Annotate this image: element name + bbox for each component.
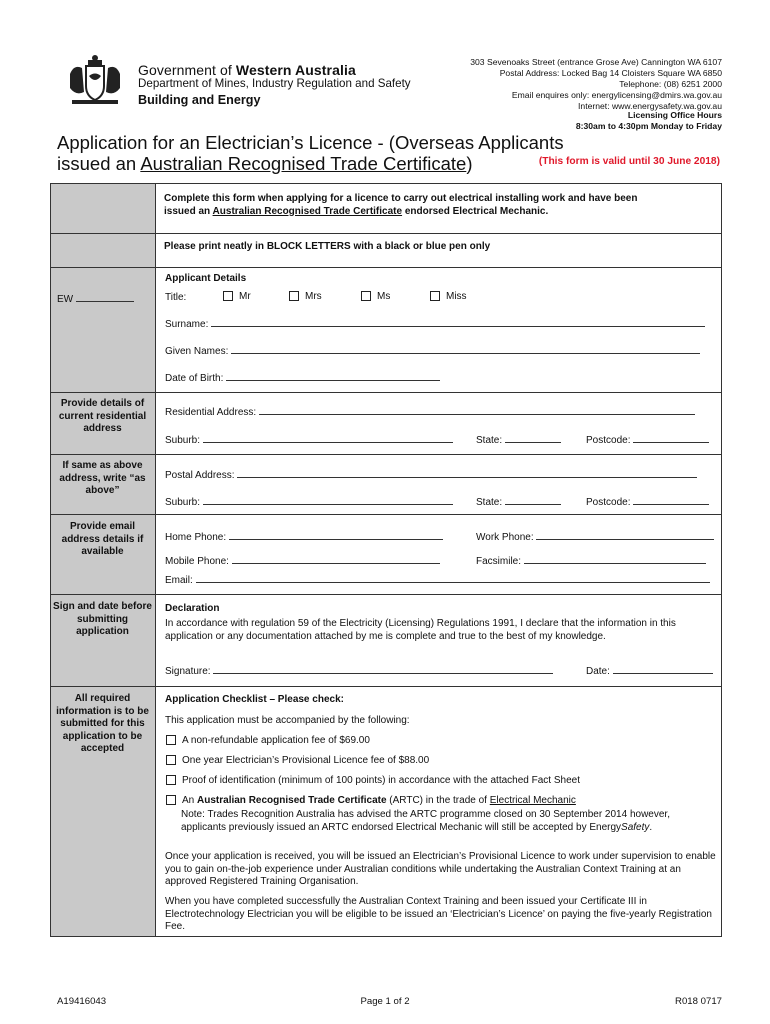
hours-title: Licensing Office Hours (627, 110, 722, 120)
checkbox-licence-fee[interactable] (166, 755, 176, 765)
residential-suburb-field[interactable]: Suburb: (165, 433, 453, 446)
rule (155, 183, 156, 936)
date-field[interactable]: Date: (586, 664, 713, 677)
address-street: 303 Sevenoaks Street (entrance Grose Ave) Cannington WA 6107 (470, 57, 722, 67)
declaration-text: In accordance with regulation 59 of the Electricity (Licensing) Regulations 1991, I declare that the information in this application or any documentation attached by me is complete and true to the best of my knowledge. (165, 618, 676, 642)
address-phone: Telephone: (08) 6251 2000 (619, 79, 722, 89)
form-title-line-2: issued an Australian Recognised Trade Certificate) (57, 153, 473, 174)
rule (50, 267, 722, 268)
checkbox-mr[interactable] (223, 291, 233, 301)
rule (50, 233, 722, 234)
address-email: Email enquires only: energylicensing@dmirs.wa.gov.au (511, 90, 722, 100)
form-code: R018 0717 (675, 996, 722, 1007)
rule (50, 514, 722, 515)
title-option-mrs[interactable]: Mrs (289, 291, 322, 302)
side-cell-applicant (50, 267, 155, 392)
office-hours (422, 110, 722, 132)
residential-state-field[interactable]: State: (476, 433, 561, 446)
page-number: Page 1 of 2 (360, 996, 410, 1007)
document-number: A19416043 (57, 996, 107, 1007)
checkbox-fee[interactable] (166, 735, 176, 745)
given-names-field[interactable]: Given Names: (165, 344, 700, 357)
rule (50, 183, 722, 184)
postal-postcode-field[interactable]: Postcode: (586, 495, 709, 508)
checklist-heading: Application Checklist – Please check: (165, 694, 344, 705)
mobile-phone-field[interactable]: Mobile Phone: (165, 554, 440, 567)
side-label-postal: If same as above address, write “as above” (59, 460, 146, 496)
checkbox-mrs[interactable] (289, 291, 299, 301)
title-label: Title: (165, 292, 187, 303)
checklist-item-licence-fee[interactable]: One year Electrician’s Provisional Licence fee of $88.00 (166, 755, 429, 766)
gov-line-2: Department of Mines, Industry Regulation and Safety (138, 77, 411, 90)
checkbox-identification[interactable] (166, 775, 176, 785)
side-label-declaration: Sign and date before submitting application (53, 601, 152, 637)
side-cell-print (50, 233, 155, 267)
intro-text: Complete this form when applying for a licence to carry out electrical installing work and have been issued an Australian Recognised Trade Certificate endorsed Electrical Mechanic. (164, 193, 638, 217)
facsimile-field[interactable]: Facsimile: (476, 554, 706, 567)
ew-label: EW (57, 292, 134, 307)
rule (721, 183, 722, 936)
rule (50, 392, 722, 393)
residential-postcode-field[interactable]: Postcode: (586, 433, 709, 446)
hours-times: 8:30am to 4:30pm Monday to Friday (575, 121, 722, 131)
residential-address-field[interactable]: Residential Address: (165, 405, 695, 418)
applicant-heading: Applicant Details (165, 273, 247, 284)
office-address (422, 57, 722, 112)
checklist-intro: This application must be accompanied by the following: (165, 715, 410, 726)
checkbox-artc[interactable] (166, 795, 176, 805)
signature-field[interactable]: Signature: (165, 664, 553, 677)
declaration-heading: Declaration (165, 603, 220, 614)
provisional-licence-paragraph: Once your application is received, you will be issued an Electrician’s Provisional Licence to work under supervision to enable you to gain on-the-job experience under Australian conditions while undertaking the Australian Context Training at an approved Registered Training Organisation. (165, 851, 716, 887)
rule (50, 936, 722, 937)
dob-field[interactable]: Date of Birth: (165, 371, 440, 384)
form-title-line-1: Application for an Electrician’s Licence - (Overseas Applicants (57, 132, 564, 153)
postal-state-field[interactable]: State: (476, 495, 561, 508)
side-label-contact: Provide email address details if available (61, 521, 144, 557)
side-label-residential: Provide details of current residential address (58, 398, 147, 434)
artc-note: Note: Trades Recognition Australia has advised the ARTC programme closed on 30 September 2014 however, applicants previously issued an ARTC endorsed Electrical Mechanic will still be accepted by EnergySafety. (181, 809, 670, 833)
checklist-item-identification[interactable]: Proof of identification (minimum of 100 points) in accordance with the attached Fact Sheet (166, 775, 580, 786)
work-phone-field[interactable]: Work Phone: (476, 530, 714, 543)
validity-note: (This form is valid until 30 June 2018) (538, 156, 720, 167)
postal-address-field[interactable]: Postal Address: (165, 468, 697, 481)
checklist-item-artc[interactable]: An Australian Recognised Trade Certificate (ARTC) in the trade of Electrical Mechanic (166, 795, 576, 806)
postal-suburb-field[interactable]: Suburb: (165, 495, 453, 508)
title-option-mr[interactable]: Mr (223, 291, 251, 302)
checkbox-ms[interactable] (361, 291, 371, 301)
rule (50, 454, 722, 455)
print-note: Please print neatly in BLOCK LETTERS with a black or blue pen only (164, 241, 491, 252)
rule (50, 686, 722, 687)
side-cell-intro (50, 183, 155, 233)
gov-line-1: Government of Western Australia (138, 62, 356, 78)
rule (50, 594, 722, 595)
address-postal: Postal Address: Locked Bag 14 Cloisters Square WA 6850 (499, 68, 722, 78)
email-field[interactable]: Email: (165, 573, 710, 586)
side-label-checklist: All required information is to be submitted for this application to be accepted (56, 693, 149, 754)
checkbox-miss[interactable] (430, 291, 440, 301)
rule (50, 183, 51, 936)
home-phone-field[interactable]: Home Phone: (165, 530, 443, 543)
electricians-licence-paragraph: When you have completed successfully the Australian Context Training and been issued your Certificate III in Electrotechnology Electrician you will be eligible to be issued an ‘Electrician’s Licence’ on paying the five-yearly Registration Fee. (165, 896, 712, 932)
address-web: Internet: www.energysafety.wa.gov.au (578, 101, 722, 111)
gov-line-3: Building and Energy (138, 93, 261, 107)
surname-field[interactable]: Surname: (165, 317, 705, 330)
title-option-ms[interactable]: Ms (361, 291, 390, 302)
wa-crest-logo (62, 54, 128, 110)
checklist-item-fee[interactable]: A non-refundable application fee of $69.00 (166, 735, 370, 746)
title-option-miss[interactable]: Miss (430, 291, 467, 302)
